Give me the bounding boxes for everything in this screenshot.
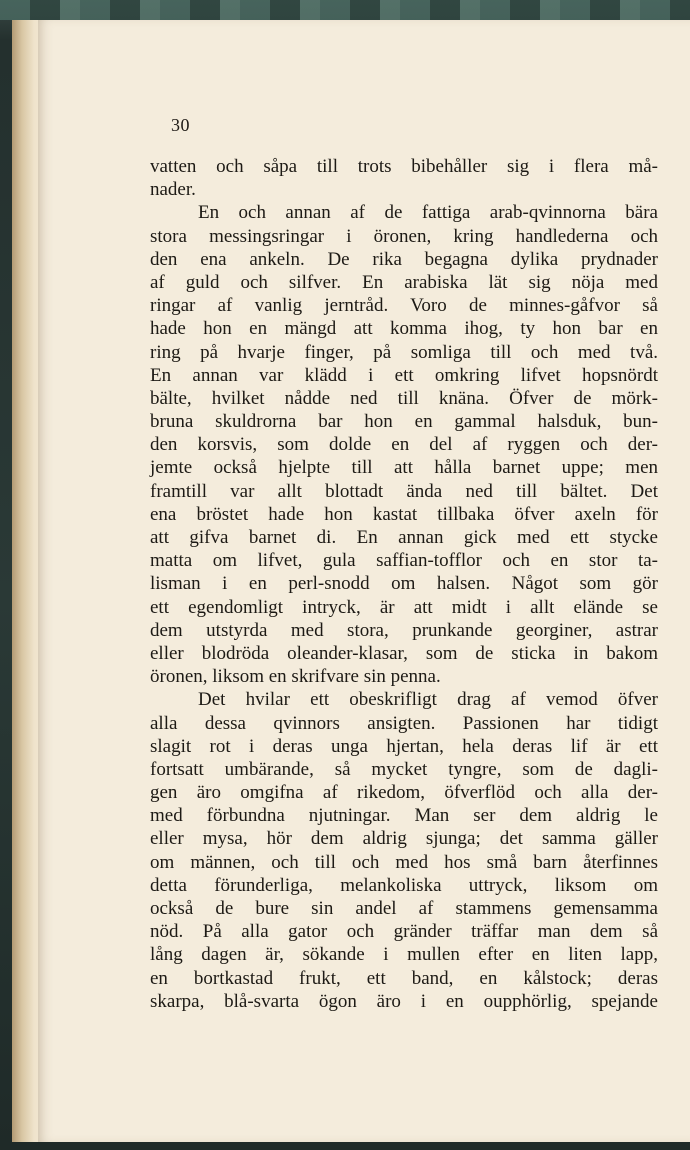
page-number: 30 [171, 115, 190, 135]
text-line: stora messingsringar i öronen, kring handlederna och [150, 225, 658, 247]
text-line: Det hvilar ett obeskrifligt drag af vemod öfver [198, 689, 658, 711]
text-line: bruna skuldrorna bar hon en gammal halsduk, bun- [150, 411, 658, 433]
text-line: detta förunderliga, melankoliska uttryck, liksom om [150, 874, 658, 896]
text-line: att gifva barnet di. En annan gick med ett stycke [150, 527, 658, 548]
text-line: en bortkastad frukt, ett band, en kålstock; deras [150, 967, 658, 989]
text-line: gen äro omgifna af rikedom, öfverflöd och alla der- [150, 782, 658, 804]
text-line: nöd. På alla gator och gränder träffar man dem så [150, 921, 658, 943]
body-text [150, 155, 658, 1013]
text-line: eller mysa, hör dem aldrig sjunga; det samma gäller [150, 828, 658, 850]
text-line: dem utstyrda med stora, prunkande georginer, astrar [150, 619, 658, 641]
text-line: nader. [150, 179, 196, 201]
text-line: ena bröstet hade hon kastat tillbaka öfver axeln för [150, 503, 658, 525]
text-line: eller blodröda oleander-klasar, som de sticka in bakom [150, 642, 658, 664]
text-line: öronen, liksom en skrifvare sin penna. [150, 666, 441, 688]
text-line: bälte, hvilket nådde ned till knäna. Öfver de mörk- [150, 387, 658, 409]
text-line: med förbundna njutningar. Man ser dem aldrig le [150, 805, 658, 827]
text-line: lång dagen är, sökande i mullen efter en liten lapp, [150, 944, 658, 966]
text-line: framtill var allt blottadt ända ned till bältet. Det [150, 480, 658, 502]
text-line: En och annan af de fattiga arab-qvinnorna bära [198, 202, 658, 224]
scan-top-edge [0, 0, 690, 20]
text-line: ett egendomligt intryck, är att midt i allt elände se [150, 596, 658, 618]
text-line: lisman i en perl-snodd om halsen. Något som gör [150, 573, 658, 595]
text-line: också de bure sin andel af stammens gemensamma [150, 898, 658, 919]
text-line: ringar af vanlig jerntråd. Voro de minnes-gåfvor så [150, 295, 658, 317]
text-line: af guld och silfver. En arabiska lät sig nöja med [150, 271, 658, 293]
text-line: slagit rot i deras unga hjertan, hela deras lif är ett [150, 735, 658, 757]
text-line: En annan var klädd i ett omkring lifvet hopsnördt [150, 364, 658, 386]
text-line: den ena ankeln. De rika begagna dylika prydnader [150, 248, 658, 270]
text-line: fortsatt umbärande, så mycket tyngre, som de dagli- [150, 758, 658, 780]
text-line: om männen, och till och med hos små barn återfinnes [150, 851, 658, 873]
text-line: den korsvis, som dolde en del af ryggen och der- [150, 434, 658, 456]
text-line: vatten och såpa till trots bibehåller sig i flera må- [150, 156, 658, 177]
text-line: hade hon en mängd att komma ihog, ty hon bar en [150, 318, 658, 340]
text-line: ring på hvarje finger, på somliga till och med två. [150, 341, 658, 363]
text-line: matta om lifvet, gula saffian-tofflor och en stor ta- [150, 550, 658, 572]
text-line: skarpa, blå-svarta ögon äro i en oupphörlig, spejande [150, 990, 658, 1012]
text-line: jemte också hjelpte till att hålla barnet uppe; men [150, 457, 658, 479]
text-line: alla dessa qvinnors ansigten. Passionen har tidigt [150, 712, 658, 734]
